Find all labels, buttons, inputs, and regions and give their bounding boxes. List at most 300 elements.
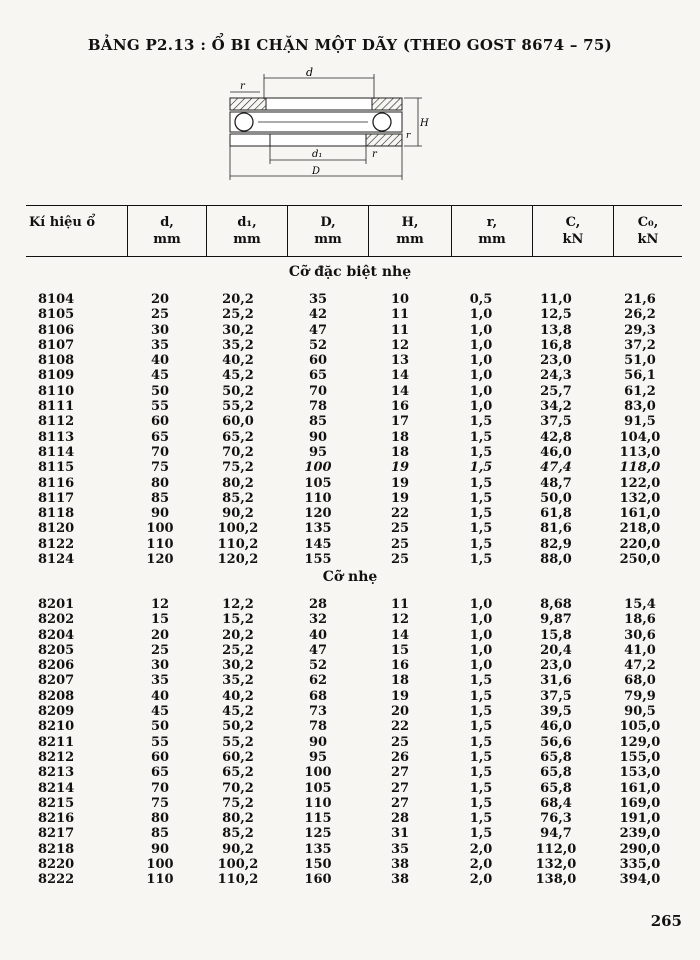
table-cell: 25,7 [540,383,572,399]
table-cell: 21,6 [624,292,656,307]
table-cell: 1,5 [469,475,493,491]
table-cell: 160 [304,872,332,888]
table-cell: 8114 [38,444,75,460]
table-cell: 27 [390,780,410,796]
table-cell: 68 [308,688,328,704]
diagram-label-h: H [420,118,429,129]
table-cell: 50,2 [222,719,254,735]
table-cell: 45 [150,368,170,384]
table-cell: 42,8 [540,429,572,445]
table-row [0,673,700,688]
table-cell: 90 [308,734,328,750]
table-cell: 60,0 [222,414,254,430]
table-cell: 11 [390,322,410,338]
table-cell: 1,5 [469,826,493,842]
section-title-extra-light: Cỡ đặc biệt nhẹ [288,264,412,280]
table-cell: 37,5 [540,688,572,704]
table-cell: 85,2 [222,826,254,842]
table-cell: 75,2 [222,460,254,476]
table-cell: 29,3 [624,322,656,338]
table-cell: 9,87 [540,612,572,628]
table-cell: 47,4 [540,460,572,476]
table-cell: 27 [390,795,410,811]
table-cell: 120 [146,552,174,568]
table-cell: 113,0 [619,444,661,460]
table-cell: 90 [308,429,328,445]
table-cell: 28 [308,597,328,612]
table-cell: 1,0 [469,353,493,369]
table-row [0,704,700,719]
table-cell: 2,0 [469,872,493,888]
table-cell: 79,9 [624,688,656,704]
table-cell: 1,5 [469,460,493,476]
table-cell: 13 [390,353,410,369]
table-cell: 60 [150,749,170,765]
header-d1: d₁, mm [207,206,288,257]
table-cell: 110 [304,490,332,506]
table-cell: 81,6 [540,521,572,537]
table-cell: 100 [146,857,174,873]
page-number: 265 [650,912,682,930]
table-cell: 78 [308,399,328,415]
table-cell: 1,5 [469,780,493,796]
table-body-light [0,597,700,888]
table-cell: 45,2 [222,368,254,384]
table-cell: 138,0 [535,872,577,888]
table-cell: 135 [304,841,332,857]
table-cell: 135 [304,521,332,537]
table-cell: 100 [304,765,332,781]
table-row [0,368,700,383]
table-cell: 52 [308,337,328,353]
table-cell: 62 [308,673,328,689]
table-cell: 90,5 [624,704,656,720]
table-cell: 132,0 [535,857,577,873]
table-cell: 250,0 [619,552,661,568]
table-cell: 14 [390,368,410,384]
table-cell: 40 [150,353,170,369]
table-cell: 1,5 [469,429,493,445]
table-cell: 61,8 [540,506,572,522]
table-cell: 8209 [38,704,75,720]
table-cell: 100 [304,460,332,476]
table-cell: 1,0 [469,383,493,399]
table-cell: 8113 [38,429,75,445]
table-cell: 12,5 [540,307,572,323]
table-cell: 14 [390,383,410,399]
table-row [0,719,700,734]
table-cell: 35,2 [222,337,254,353]
table-cell: 25 [390,521,410,537]
table-row [0,612,700,627]
table-cell: 8222 [38,872,75,888]
table-row [0,491,700,506]
table-cell: 13,8 [540,322,572,338]
table-cell: 18,6 [624,612,656,628]
table-cell: 95 [308,444,328,460]
table-cell: 15,8 [540,627,572,643]
table-cell: 91,5 [624,414,656,430]
table-cell: 12 [390,337,410,353]
table-cell: 52 [308,658,328,674]
table-cell: 16,8 [540,337,572,353]
table-row [0,384,700,399]
table-cell: 47 [308,322,328,338]
table-cell: 8215 [38,795,75,811]
table-cell: 1,5 [469,688,493,704]
table-cell: 11 [390,597,410,612]
table-cell: 1,0 [469,368,493,384]
table-cell: 46,0 [540,444,572,460]
table-cell: 80 [150,475,170,491]
table-row [0,353,700,368]
table-cell: 25,2 [222,642,254,658]
table-cell: 30 [150,658,170,674]
table-cell: 155,0 [619,749,661,765]
table-cell: 2,0 [469,857,493,873]
table-cell: 110,2 [217,536,259,552]
table-cell: 8120 [38,521,75,537]
table-cell: 56,1 [624,368,656,384]
table-cell: 1,0 [469,597,493,612]
table-cell: 8201 [38,597,75,612]
table-cell: 65,8 [540,749,572,765]
table-cell: 115 [304,811,332,827]
table-cell: 30,6 [624,627,656,643]
table-cell: 15 [150,612,170,628]
header-C: C, kN [533,206,614,257]
table-cell: 94,7 [540,826,572,842]
table-cell: 19 [390,490,410,506]
table-cell: 38 [390,872,410,888]
table-cell: 35 [150,337,170,353]
table-cell: 35 [390,841,410,857]
diagram-label-d: d [306,66,314,79]
table-cell: 155 [304,552,332,568]
table-cell: 290,0 [619,841,661,857]
table-cell: 82,9 [540,536,572,552]
table-cell: 19 [390,688,410,704]
table-row [0,765,700,780]
table-cell: 125 [304,826,332,842]
table-cell: 1,0 [469,322,493,338]
table-cell: 16 [390,399,410,415]
table-cell: 132,0 [619,490,661,506]
table-cell: 8122 [38,536,75,552]
table-cell: 70,2 [222,444,254,460]
table-cell: 40 [308,627,328,643]
table-cell: 8,68 [540,597,572,612]
table-cell: 120,2 [217,552,259,568]
diagram-label-D: D [312,166,321,177]
header-d: d, mm [128,206,207,257]
table-cell: 90 [150,841,170,857]
table-cell: 65,8 [540,780,572,796]
table-cell: 38 [390,857,410,873]
header-symbol: Kí hiệu ổ [29,215,96,230]
table-cell: 169,0 [619,795,661,811]
table-cell: 1,5 [469,765,493,781]
table-cell: 110,2 [217,872,259,888]
table-row [0,628,700,643]
table-cell: 85 [150,490,170,506]
table-cell: 110 [146,536,174,552]
table-cell: 40 [150,688,170,704]
table-cell: 30 [150,322,170,338]
table-cell: 8204 [38,627,75,643]
table-cell: 105,0 [619,719,661,735]
table-cell: 42 [308,307,328,323]
table-cell: 15 [390,642,410,658]
table-cell: 8109 [38,368,75,384]
table-cell: 8208 [38,688,75,704]
table-cell: 1,5 [469,704,493,720]
table-cell: 50,2 [222,383,254,399]
table-cell: 1,5 [469,673,493,689]
table-cell: 95 [308,749,328,765]
table-cell: 80,2 [222,475,254,491]
table-cell: 1,5 [469,719,493,735]
table-cell: 41,0 [624,642,656,658]
table-cell: 26,2 [624,307,656,323]
table-cell: 25 [390,536,410,552]
table-cell: 1,5 [469,795,493,811]
table-cell: 25 [150,307,170,323]
table-cell: 1,5 [469,811,493,827]
table-row [0,842,700,857]
table-cell: 8105 [38,307,75,323]
table-cell: 153,0 [619,765,661,781]
table-row [0,292,700,307]
table-cell: 60 [150,414,170,430]
diagram-label-d1: d₁ [312,149,323,160]
table-row [0,338,700,353]
table-cell: 35,2 [222,673,254,689]
table-cell: 8104 [38,292,75,307]
table-cell: 120 [304,506,332,522]
table-cell: 8217 [38,826,75,842]
table-cell: 78 [308,719,328,735]
table-cell: 17 [390,414,410,430]
table-cell: 1,5 [469,552,493,568]
table-cell: 14 [390,627,410,643]
table-cell: 110 [146,872,174,888]
table-row [0,750,700,765]
table-cell: 19 [390,460,410,476]
table-cell: 90,2 [222,841,254,857]
table-cell: 60,2 [222,749,254,765]
table-cell: 76,3 [540,811,572,827]
table-cell: 20 [150,627,170,643]
header-H: H, mm [369,206,452,257]
table-cell: 85,2 [222,490,254,506]
table-cell: 20,2 [222,292,254,307]
table-row [0,323,700,338]
table-cell: 112,0 [535,841,577,857]
table-cell: 2,0 [469,841,493,857]
table-row [0,430,700,445]
table-cell: 161,0 [619,780,661,796]
table-row [0,781,700,796]
table-cell: 20,2 [222,627,254,643]
table-cell: 25 [390,734,410,750]
table-cell: 8110 [38,383,75,399]
diagram-label-r-side: r [406,131,411,141]
table-cell: 20 [390,704,410,720]
table-cell: 56,6 [540,734,572,750]
table-cell: 80,2 [222,811,254,827]
table-cell: 25 [150,642,170,658]
table-cell: 8118 [38,506,75,522]
table-cell: 8108 [38,353,75,369]
table-row [0,643,700,658]
table-cell: 105 [304,780,332,796]
table-cell: 105 [304,475,332,491]
diagram-label-r-bottom: r [372,149,377,160]
header-C0: C₀, kN [614,206,683,257]
table-row [0,689,700,704]
table-cell: 40,2 [222,688,254,704]
table-cell: 100,2 [217,857,259,873]
table-cell: 10 [390,292,410,307]
table-cell: 104,0 [619,429,661,445]
table-cell: 8210 [38,719,75,735]
table-cell: 1,5 [469,414,493,430]
table-cell: 1,0 [469,307,493,323]
table-cell: 8106 [38,322,75,338]
table-cell: 11 [390,307,410,323]
table-cell: 8205 [38,642,75,658]
table-cell: 60 [308,353,328,369]
table-cell: 90 [150,506,170,522]
table-cell: 70,2 [222,780,254,796]
table-body-extra-light [0,292,700,567]
table-cell: 30,2 [222,658,254,674]
table-row [0,414,700,429]
table-cell: 20 [150,292,170,307]
table-cell: 70 [150,780,170,796]
table-cell: 39,5 [540,704,572,720]
table-cell: 218,0 [619,521,661,537]
table-cell: 8202 [38,612,75,628]
table-cell: 65 [150,429,170,445]
table-cell: 37,2 [624,337,656,353]
table-cell: 1,0 [469,337,493,353]
table-cell: 48,7 [540,475,572,491]
table-cell: 15,4 [624,597,656,612]
table-cell: 8212 [38,749,75,765]
table-cell: 191,0 [619,811,661,827]
table-cell: 55 [150,734,170,750]
table-row [0,399,700,414]
table-cell: 45,2 [222,704,254,720]
table-cell: 55,2 [222,734,254,750]
table-cell: 335,0 [619,857,661,873]
table-cell: 8206 [38,658,75,674]
table-cell: 0,5 [469,292,493,307]
table-row [0,521,700,536]
header-D: D, mm [288,206,369,257]
table-cell: 1,0 [469,399,493,415]
table-cell: 45 [150,704,170,720]
table-cell: 1,0 [469,658,493,674]
table-cell: 12 [390,612,410,628]
table-cell: 75 [150,795,170,811]
table-cell: 55,2 [222,399,254,415]
table-cell: 20,4 [540,642,572,658]
table-cell: 65,8 [540,765,572,781]
table-cell: 24,3 [540,368,572,384]
table-cell: 85 [308,414,328,430]
table-header [26,205,682,257]
table-cell: 8111 [38,399,75,415]
table-cell: 35 [150,673,170,689]
table-cell: 1,5 [469,734,493,750]
table-cell: 8211 [38,734,75,750]
table-cell: 1,5 [469,521,493,537]
table-row [0,735,700,750]
table-cell: 73 [308,704,328,720]
table-cell: 1,0 [469,642,493,658]
table-cell: 34,2 [540,399,572,415]
table-cell: 394,0 [619,872,661,888]
table-cell: 18 [390,429,410,445]
table-cell: 8207 [38,673,75,689]
diagram-label-r-top: r [240,81,245,92]
table-cell: 12,2 [222,597,254,612]
table-cell: 150 [304,857,332,873]
table-cell: 26 [390,749,410,765]
table-cell: 22 [390,506,410,522]
table-cell: 1,5 [469,444,493,460]
table-cell: 30,2 [222,322,254,338]
table-cell: 1,5 [469,749,493,765]
table-cell: 22 [390,719,410,735]
table-cell: 8107 [38,337,75,353]
table-cell: 70 [308,383,328,399]
table-cell: 8214 [38,780,75,796]
table-cell: 27 [390,765,410,781]
table-cell: 25 [390,552,410,568]
table-cell: 50 [150,719,170,735]
table-cell: 1,5 [469,536,493,552]
table-cell: 61,2 [624,383,656,399]
table-cell: 12 [150,597,170,612]
bearing-diagram [222,64,432,189]
table-cell: 8124 [38,552,75,568]
table-row [0,506,700,521]
table-row [0,537,700,552]
table-cell: 46,0 [540,719,572,735]
table-cell: 28 [390,811,410,827]
table-cell: 47,2 [624,658,656,674]
table-cell: 19 [390,475,410,491]
table-cell: 51,0 [624,353,656,369]
table-cell: 55 [150,399,170,415]
table-cell: 75 [150,460,170,476]
table-cell: 83,0 [624,399,656,415]
table-row [0,857,700,872]
table-cell: 90,2 [222,506,254,522]
table-cell: 32 [308,612,328,628]
table-cell: 8115 [38,460,75,476]
table-cell: 80 [150,811,170,827]
table-row [0,476,700,491]
table-cell: 15,2 [222,612,254,628]
table-cell: 100 [146,521,174,537]
table-cell: 18 [390,673,410,689]
section-title-light: Cỡ nhẹ [322,569,378,585]
